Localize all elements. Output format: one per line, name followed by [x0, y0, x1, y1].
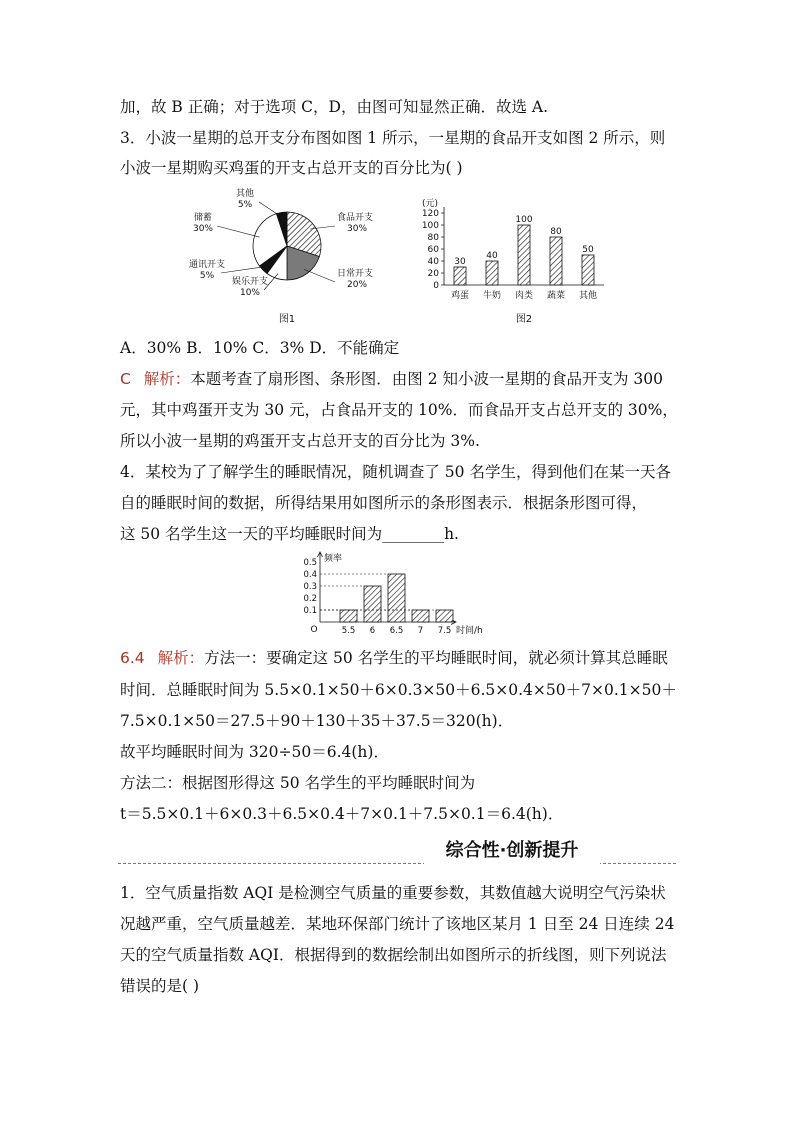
bar-chart-caption: 图2: [515, 314, 533, 325]
pie-chart-figure: [185, 189, 374, 328]
pie-chart-caption: 图1: [278, 314, 296, 325]
y-tick-label: 100: [421, 221, 439, 231]
explanation-line: 方法二：根据图形得这 50 名学生的平均睡眠时间为: [120, 774, 476, 792]
answer-label: 解析：: [157, 649, 205, 667]
question-3-line: 3．小波一星期的总开支分布图如图 1 所示，一星期的食品开支如图 2 所示，则: [120, 129, 666, 147]
question-4-line: 这 50 名学生这一天的平均睡眠时间为________h.: [120, 525, 459, 543]
pie-slice-percent: 5%: [199, 271, 215, 281]
x-tick-label: 7: [417, 626, 424, 636]
x-tick-label: 鸡蛋: [450, 291, 470, 301]
text-line: 加，故 B 正确；对于选项 C，D，由图可知显然正确．故选 A.: [120, 98, 549, 116]
y-tick-label: 120: [421, 209, 439, 219]
problem-1-line: 1．空气质量指数 AQI 是检测空气质量的重要参数，其数值越大说明空气污染状: [120, 884, 666, 902]
problem-1-line: 天的空气质量指数 AQI．根据得到的数据绘制出如图所示的折线图，则下列说法: [120, 946, 667, 964]
pie-slice-percent: 30%: [347, 224, 368, 234]
question-3-line: 小波一星期购买鸡蛋的开支占总开支的百分比为( ): [120, 159, 463, 177]
x-tick-label: 7.5: [437, 626, 452, 636]
pie-slice-label: 储蓄: [193, 213, 213, 223]
frequency-bar: [340, 610, 357, 622]
answer-value: 6.4: [120, 649, 145, 667]
frequency-bar: [388, 574, 405, 622]
x-tick-label: 蔬菜: [546, 291, 566, 301]
pie-leader-line: [221, 266, 267, 273]
pie-slice-percent: 5%: [237, 200, 253, 210]
y-tick-label: 60: [427, 245, 439, 255]
pie-slice-label: 日常开支: [337, 269, 374, 279]
question-3-options: A．30% B．10% C．3% D．不能确定: [120, 339, 400, 357]
bar-牛奶: [486, 261, 498, 285]
pie-slice-percent: 30%: [192, 224, 214, 234]
y-axis-label: 频率: [324, 554, 343, 564]
answer-label: 解析：: [143, 370, 191, 388]
frequency-bar: [364, 586, 381, 622]
bar-value-label: 30: [454, 257, 466, 267]
pie-slice-label: 食品开支: [337, 213, 374, 223]
origin-label: O: [310, 625, 318, 635]
explanation-line: 7.5×0.1×50＝27.5＋90＋130＋35＋37.5＝320(h)．: [120, 712, 514, 730]
bar-value-label: 50: [582, 245, 594, 255]
y-tick-label: 0.5: [303, 558, 317, 568]
answer-line: [120, 369, 663, 389]
bar-其他: [582, 255, 594, 285]
y-tick-label: 0.1: [303, 606, 317, 616]
expense-bar-chart: [416, 196, 611, 328]
section-title: 综合性·创新提升: [424, 838, 600, 866]
x-tick-label: 5.5: [341, 626, 356, 636]
question-4-line: 自的睡眠时间的数据，所得结果用如图所示的条形图表示．根据条形图可得，: [120, 494, 648, 512]
x-tick-label: 6: [369, 626, 376, 636]
pie-leader-line: [304, 269, 335, 282]
x-tick-label: 其他: [578, 291, 598, 301]
x-axis-label: 时间/h: [456, 626, 483, 636]
y-tick-label: 0.3: [303, 582, 317, 592]
x-tick-label: 6.5: [389, 626, 404, 636]
frequency-bar: [412, 610, 429, 622]
bar-鸡蛋: [454, 267, 466, 285]
x-tick-label: 牛奶: [482, 291, 502, 301]
pie-slice-percent: 10%: [239, 288, 261, 298]
explanation-line: t＝5.5×0.1＋6×0.3＋6.5×0.4＋7×0.1＋7.5×0.1＝6.4(h)．: [120, 805, 564, 823]
explanation-line: 所以小波一星期的鸡蛋开支占总开支的百分比为 3%.: [120, 432, 480, 450]
frequency-bar: [436, 610, 453, 622]
pie-slice-label: 其他: [235, 189, 255, 199]
bar-蔬菜: [550, 237, 562, 285]
bar-肉类: [518, 225, 530, 285]
explanation-line: 故平均睡眠时间为 320÷50＝6.4(h)．: [120, 743, 389, 761]
bar-value-label: 40: [486, 251, 498, 261]
y-tick-label: 0.2: [303, 594, 317, 604]
bar-value-label: 80: [550, 227, 562, 237]
x-tick-label: 肉类: [514, 291, 534, 301]
pie-slice-label: 通讯开支: [188, 260, 226, 270]
explanation-text: 本题考查了扇形图、条形图．由图 2 知小波一星期的食品开支为 300: [190, 370, 664, 388]
sleep-frequency-chart: [296, 550, 496, 642]
explanation-line: 元，其中鸡蛋开支为 30 元，占食品开支的 10%．而食品开支占总开支的 30%，: [120, 401, 678, 419]
y-tick-label: 0.4: [303, 570, 317, 580]
problem-1-line: 错误的是( ): [120, 977, 200, 995]
problem-1-line: 况越严重，空气质量越差．某地环保部门统计了该地区某月 1 日至 24 日连续 24: [120, 915, 675, 933]
y-tick-label: 20: [427, 269, 439, 279]
pie-leader-line: [259, 202, 283, 218]
pie-leader-line: [217, 226, 260, 237]
y-tick-label: 40: [427, 257, 439, 267]
y-tick-label: 0: [433, 281, 439, 291]
question-4-line: 4．某校为了了解学生的睡眠情况，随机调查了 50 名学生，得到他们在某一天各: [120, 463, 671, 481]
answer-line: [120, 648, 668, 668]
pie-slice-label: 娱乐开支: [231, 277, 269, 287]
explanation-text: 方法一：要确定这 50 名学生的平均睡眠时间，就必须计算其总睡眠: [204, 649, 668, 667]
y-tick-label: 80: [427, 233, 439, 243]
section-header: [118, 838, 676, 868]
explanation-line: 时间．总睡眠时间为 5.5×0.1×50＋6×0.3×50＋6.5×0.4×50＋7×0.1×50＋: [120, 681, 677, 699]
pie-slice-percent: 20%: [347, 280, 368, 290]
y-axis-label: (元): [421, 199, 439, 209]
answer-letter: C: [120, 370, 131, 388]
bar-value-label: 100: [515, 215, 533, 225]
